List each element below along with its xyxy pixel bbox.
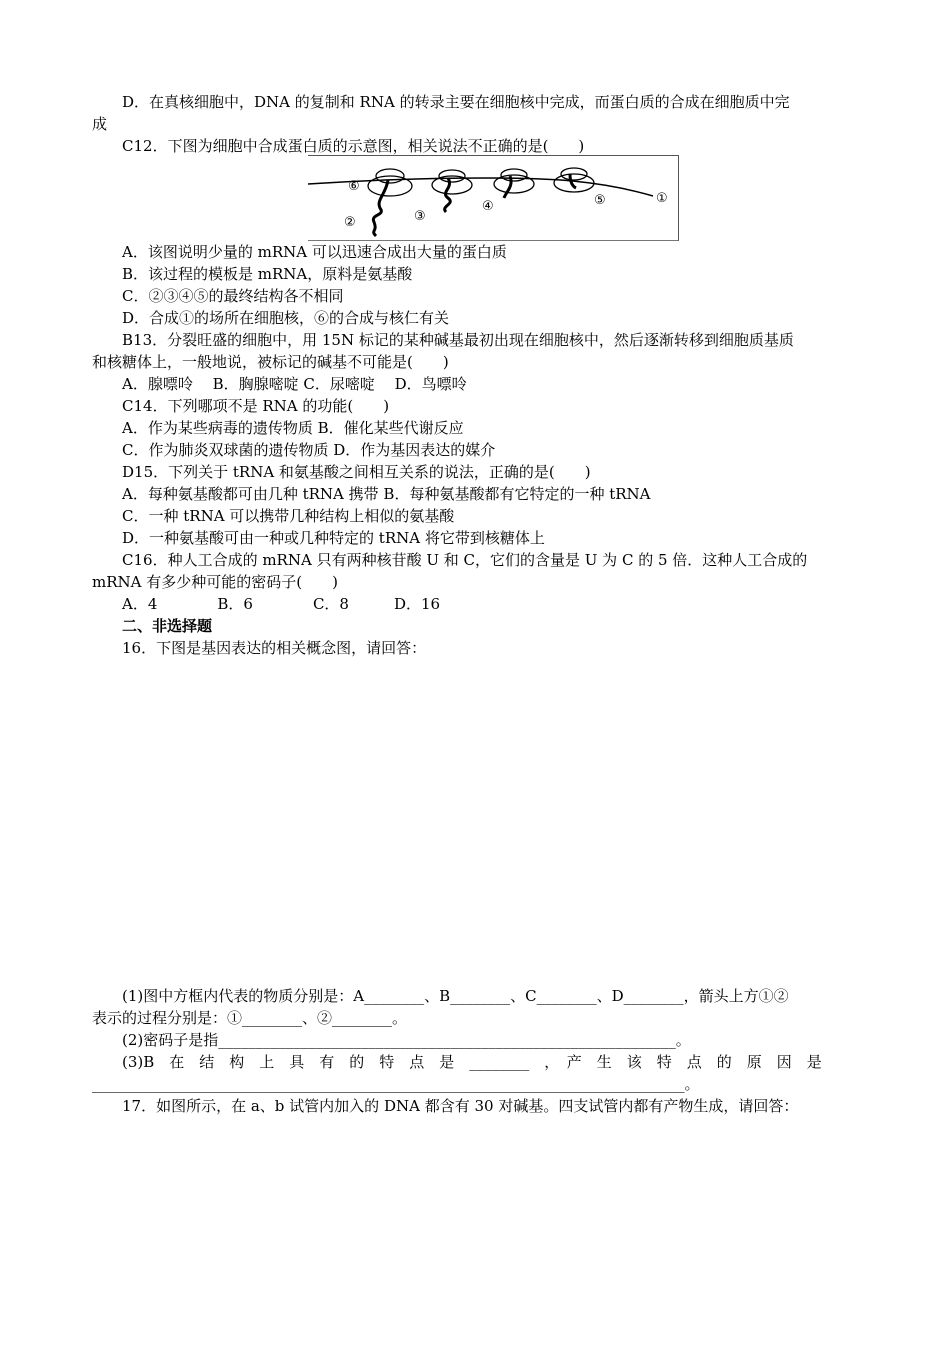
polypeptide-2 xyxy=(373,180,388,236)
q12-option-d: D．合成①的场所在细胞核，⑥的合成与核仁有关 xyxy=(122,309,450,327)
q16-part3-line1: (3)B 在 结 构 上 具 有 的 特 点 是 ________ ， 产 生 该 特 点 的 原 因 是 xyxy=(122,1053,822,1071)
q13-options: A．腺嘌呤 B．胸腺嘧啶 C．尿嘧啶 D．鸟嘌呤 xyxy=(122,375,467,393)
q16-part3-line2: _______________________________________________________________________________。 xyxy=(92,1075,700,1093)
q14-options-cd: C．作为肺炎双球菌的遗传物质 D．作为基因表达的媒介 xyxy=(122,441,496,459)
label-3: ③ xyxy=(414,209,426,224)
q15-option-d: D．一种氨基酸可由一种或几种特定的 tRNA 将它带到核糖体上 xyxy=(122,529,545,547)
label-5: ⑤ xyxy=(594,193,606,208)
q11-option-d-line2: 成 xyxy=(92,115,108,133)
q15-option-c: C．一种 tRNA 可以携带几种结构上相似的氨基酸 xyxy=(122,507,455,525)
q16-part1-line2: 表示的过程分别是：①________、②________。 xyxy=(92,1009,408,1027)
q17-stem: 17．如图所示，在 a、b 试管内加入的 DNA 都含有 30 对碱基。四支试管内都有产物生成，请回答： xyxy=(122,1097,799,1115)
q12-option-c: C．②③④⑤的最终结构各不相同 xyxy=(122,287,344,305)
q11-option-d-line1: D．在真核细胞中，DNA 的复制和 RNA 的转录主要在细胞核中完成，而蛋白质的合成在细胞质中完 xyxy=(122,93,790,111)
q15-options-ab: A．每种氨基酸都可由几种 tRNA 携带 B．每种氨基酸都有它特定的一种 tRNA xyxy=(122,485,651,503)
q12-stem: C12．下图为细胞中合成蛋白质的示意图，相关说法不正确的是( ) xyxy=(122,137,585,155)
q16c-stem-line2: mRNA 有多少种可能的密码子( ) xyxy=(92,573,338,591)
q15-stem: D15．下列关于 tRNA 和氨基酸之间相互关系的说法，正确的是( ) xyxy=(122,463,591,481)
q16-stem: 16．下图是基因表达的相关概念图，请回答： xyxy=(122,639,427,657)
q16-part1-line1: (1)图中方框内代表的物质分别是：A________、B________、C________、D________，箭头上方①② xyxy=(122,987,789,1005)
q14-options-ab: A．作为某些病毒的遗传物质 B．催化某些代谢反应 xyxy=(122,419,464,437)
q12-option-a: A．该图说明少量的 mRNA 可以迅速合成出大量的蛋白质 xyxy=(122,243,507,261)
ribosome-figure xyxy=(308,155,679,241)
label-4: ④ xyxy=(482,199,494,214)
q14-stem: C14．下列哪项不是 RNA 的功能( ) xyxy=(122,397,390,415)
label-1: ① xyxy=(656,191,668,206)
q16c-stem-line1: C16．种人工合成的 mRNA 只有两种核苷酸 U 和 C，它们的含量是 U 为 C 的 5 倍．这种人工合成的 xyxy=(122,551,808,569)
polypeptide-3 xyxy=(445,178,451,212)
q16-part2: (2)密码子是指_____________________________________________________________。 xyxy=(122,1031,691,1049)
figure-placeholder xyxy=(92,662,858,980)
ribosome-diagram xyxy=(308,156,678,240)
ribosome-1 xyxy=(368,176,412,196)
label-6: ⑥ xyxy=(348,179,360,194)
q13-stem-line2: 和核糖体上，一般地说，被标记的碱基不可能是( ) xyxy=(92,353,449,371)
label-2: ② xyxy=(344,215,356,230)
q12-option-b: B．该过程的模板是 mRNA，原料是氨基酸 xyxy=(122,265,413,283)
section-heading: 二、非选择题 xyxy=(122,617,213,635)
q13-stem-line1: B13．分裂旺盛的细胞中，用 15N 标记的某种碱基最初出现在细胞核中，然后逐渐转移到细胞质基质 xyxy=(122,331,794,349)
q16c-options: A．4 B．6 C．8 D．16 xyxy=(122,595,441,613)
